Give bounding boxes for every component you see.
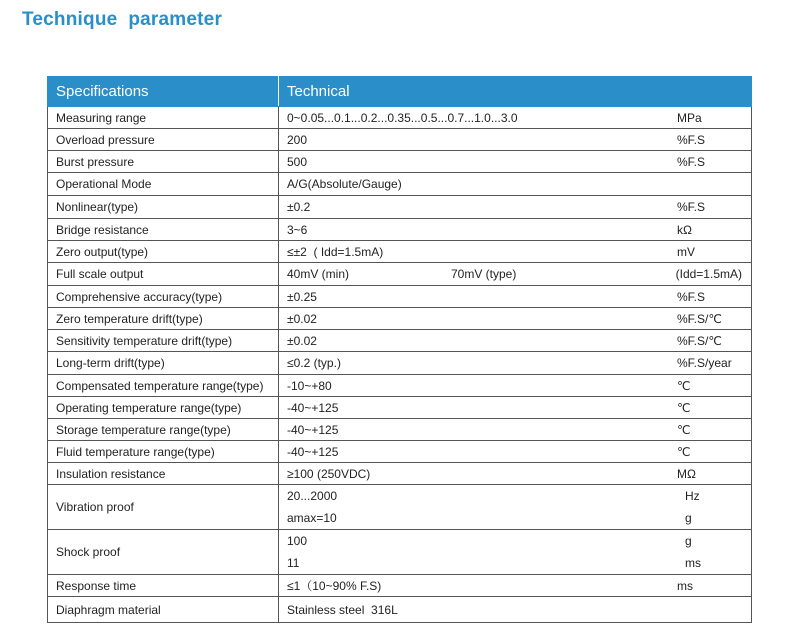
row-value-cell <box>279 308 752 330</box>
row-value: 11 <box>287 556 300 570</box>
row-value: -40~+125 <box>287 422 339 437</box>
row-value: -40~+125 <box>287 444 339 459</box>
row-value: 40mV (min) <box>287 267 350 281</box>
row-unit: %F.S/℃ <box>677 333 722 348</box>
table-row <box>48 129 752 151</box>
row-unit: kΩ <box>677 222 692 237</box>
spec-table <box>47 76 752 623</box>
row-unit: MPa <box>677 110 702 125</box>
table-row <box>48 107 752 129</box>
row-value-cell <box>279 575 752 597</box>
row-value: 500 <box>287 154 308 169</box>
row-value-cell <box>279 151 752 173</box>
table-row <box>48 463 752 485</box>
row-label: Sensitivity temperature drift(type) <box>48 330 279 352</box>
row-value: ≥100 (250VDC) <box>287 466 371 481</box>
table-row <box>48 597 752 623</box>
row-unit: Hz <box>685 489 700 503</box>
row-value: ≤1（10~90% F.S) <box>287 579 382 593</box>
row-label: Diaphragm material <box>48 597 279 623</box>
table-row <box>48 330 752 352</box>
row-label: Zero temperature drift(type) <box>48 308 279 330</box>
table-row <box>48 151 752 173</box>
row-value: 200 <box>287 132 308 147</box>
table-row <box>48 286 752 308</box>
row-value-cell <box>279 352 752 375</box>
row-value: ≤0.2 (typ.) <box>287 356 341 370</box>
table-row <box>48 308 752 330</box>
row-value: ±0.25 <box>287 289 317 304</box>
row-value: amax=10 <box>287 511 337 525</box>
row-label: Fluid temperature range(type) <box>48 441 279 463</box>
table-row <box>48 263 752 286</box>
row-value-cell <box>279 397 752 419</box>
row-label: Insulation resistance <box>48 463 279 485</box>
row-value: ±0.2 <box>287 200 311 214</box>
row-label: Long-term drift(type) <box>48 352 279 375</box>
row-unit: ℃ <box>677 378 691 393</box>
row-unit: mV <box>677 244 695 259</box>
sub-row <box>287 507 751 529</box>
table-row <box>48 397 752 419</box>
row-label: Nonlinear(type) <box>48 196 279 219</box>
row-value-cell <box>279 263 752 286</box>
row-value-cell <box>279 241 752 263</box>
row-value-cell <box>279 485 752 530</box>
row-unit: %F.S <box>677 200 706 214</box>
table-row <box>48 419 752 441</box>
row-label: Compensated temperature range(type) <box>48 375 279 397</box>
row-value: 100 <box>287 534 308 548</box>
table-row <box>48 196 752 219</box>
row-value: -40~+125 <box>287 400 339 415</box>
row-value-cell <box>279 219 752 241</box>
table-row <box>48 173 752 196</box>
row-unit: %F.S/year <box>677 356 732 370</box>
row-value-cell <box>279 107 752 129</box>
row-unit: MΩ <box>677 466 696 481</box>
row-label: Overload pressure <box>48 129 279 151</box>
row-unit: %F.S <box>677 154 706 169</box>
row-label: Operational Mode <box>48 173 279 196</box>
table-row-shock <box>48 530 752 575</box>
row-unit: ℃ <box>677 400 691 415</box>
row-value-cell <box>279 463 752 485</box>
row-value-cell <box>279 286 752 308</box>
table-row <box>48 241 752 263</box>
row-unit: %F.S <box>677 289 706 304</box>
sub-row <box>287 485 751 507</box>
header-specifications: Specifications <box>48 77 279 107</box>
row-label: Burst pressure <box>48 151 279 173</box>
row-value: Stainless steel 316L <box>287 602 398 617</box>
row-value: 0~0.05...0.1...0.2...0.35...0.5...0.7...1.0...3.0 <box>287 110 518 125</box>
table-row <box>48 352 752 375</box>
row-value-cell <box>279 419 752 441</box>
sub-row <box>287 530 751 552</box>
table-row <box>48 375 752 397</box>
row-value: 3~6 <box>287 222 308 237</box>
row-value: -10~+80 <box>287 378 332 393</box>
header-technical: Technical <box>279 77 752 107</box>
row-value: ±0.02 <box>287 311 317 326</box>
row-value: ≤±2 ( Idd=1.5mA) <box>287 244 384 259</box>
row-value: 20...2000 <box>287 489 338 503</box>
row-value-type: 70mV (type) <box>451 267 517 281</box>
row-value-cell <box>279 196 752 219</box>
page-title: Technique parameter <box>22 9 223 30</box>
row-label: Storage temperature range(type) <box>48 419 279 441</box>
row-label: Full scale output <box>48 263 279 286</box>
row-unit: %F.S <box>677 132 706 147</box>
row-value-cell <box>279 375 752 397</box>
row-unit: ms <box>685 556 701 570</box>
row-unit: ℃ <box>677 444 691 459</box>
row-unit: ms <box>677 578 693 593</box>
row-value-cell <box>279 597 752 623</box>
row-value-cell <box>279 129 752 151</box>
table-row <box>48 441 752 463</box>
table-row <box>48 575 752 597</box>
row-label: Vibration proof <box>48 485 279 530</box>
row-unit: g <box>685 534 692 548</box>
table-row-vibration <box>48 485 752 530</box>
row-unit: (Idd=1.5mA) <box>675 267 742 281</box>
row-label: Measuring range <box>48 107 279 129</box>
row-label: Shock proof <box>48 530 279 575</box>
row-value-cell <box>279 530 752 575</box>
row-value: A/G(Absolute/Gauge) <box>287 177 402 191</box>
row-label: Response time <box>48 575 279 597</box>
table-header-row <box>48 77 752 107</box>
row-value-cell <box>279 441 752 463</box>
row-value-cell <box>279 330 752 352</box>
row-value-cell <box>279 173 752 196</box>
row-value: ±0.02 <box>287 333 317 348</box>
row-label: Comprehensive accuracy(type) <box>48 286 279 308</box>
row-unit: %F.S/℃ <box>677 311 722 326</box>
row-unit: ℃ <box>677 422 691 437</box>
row-label: Operating temperature range(type) <box>48 397 279 419</box>
row-unit: g <box>685 511 692 525</box>
sub-row <box>287 552 751 574</box>
row-label: Bridge resistance <box>48 219 279 241</box>
row-label: Zero output(type) <box>48 241 279 263</box>
table-row <box>48 219 752 241</box>
